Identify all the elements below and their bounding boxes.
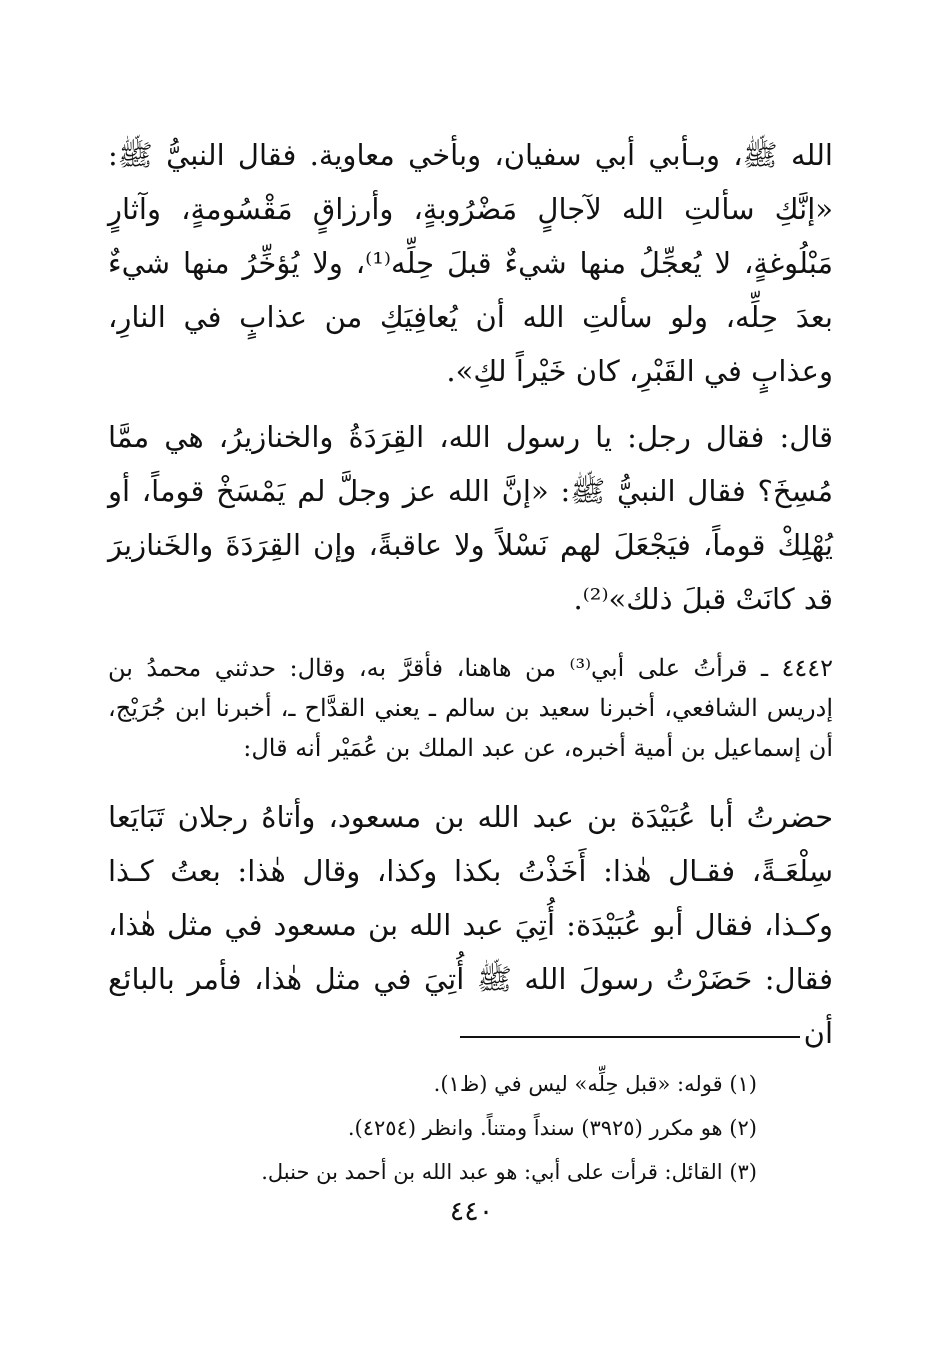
footnotes-list [180, 1062, 757, 1194]
paragraph-hadith-4442-isnad: ٤٤٤٢ ـ قرأتُ على أبي⁽³⁾ من هاهنا، فأقرَّ به، وقال: حدثني محمدُ بن إدريس الشافعي، أخبرنا سعيد بن سالم ـ يعني القدَّاح ـ، أخبرنا ابن جُرَيْج، أن إسماعيل بن أمية أخبره، عن عبد الملك بن عُمَيْر أنه قال: [108, 654, 834, 762]
footnote-3: (٣) القائل: قرأت على أبي: هو عبد الله بن أحمد بن حنبل. [261, 1160, 757, 1184]
footnote-1: (١) قوله: «قبل حِلِّه» ليس في (ظ١). [433, 1072, 757, 1096]
footnote-2: (٢) هو مكرر (٣٩٢٥) سنداً ومتناً. وانظر (٤٢٥٤). [347, 1116, 757, 1140]
footnote-divider [460, 1036, 800, 1038]
paragraph-hadith-4442-matn: حضرتُ أبا عُبَيْدَة بن عبد الله بن مسعود، وأتاهُ رجلان تَبَايَعا سِلْعَـةً، فقـال هٰذا: أَخَذْتُ بكذا وكذا، وقال هٰذا: بعتُ كـذا وكـذا، فقال أبو عُبَيْدَة: أُتِيَ عبد الله بن مسعود في مثل هٰذا، فقال: حَضَرْتُ رسولَ الله ﷺ أُتِيَ في مثل هٰذا، فأمر بالبائع أن [108, 800, 834, 1050]
page-number: ٤٤٠ [449, 1196, 494, 1227]
paragraph-hadith-continuation: الله ﷺ، وبـأبي أبي سفيان، وبأخي معاوية. فقال النبيُّ ﷺ: «إنَّكِ سألتِ الله لآجالٍ مَضْرُوبةٍ، وأرزاقٍ مَقْسُومةٍ، وآثارٍ مَبْلُوغةٍ، لا يُعجِّلُ منها شيءٌ قبلَ حِلِّه⁽¹⁾، ولا يُؤخِّرُ منها شيءٌ بعدَ حِلِّه، ولو سألتِ الله أن يُعافِيَكِ من عذابٍ في النارِ، وعذابٍ في القَبْرِ، كان خَيْراً لكِ». [108, 138, 833, 388]
paragraph-question-transformed: قال: فقال رجل: يا رسول الله، القِرَدَةُ والخنازيرُ، هي ممَّا مُسِخَ؟ فقال النبيُّ ﷺ: «إنَّ الله عز وجلَّ لم يَمْسَخْ قوماً، أو يُهْلِكْ قوماً، فيَجْعَلَ لهم نَسْلاً ولا عاقبةً، وإن القِرَدَةَ والخَنازيرَ قد كانَتْ قبلَ ذلك»⁽²⁾. [108, 420, 833, 616]
